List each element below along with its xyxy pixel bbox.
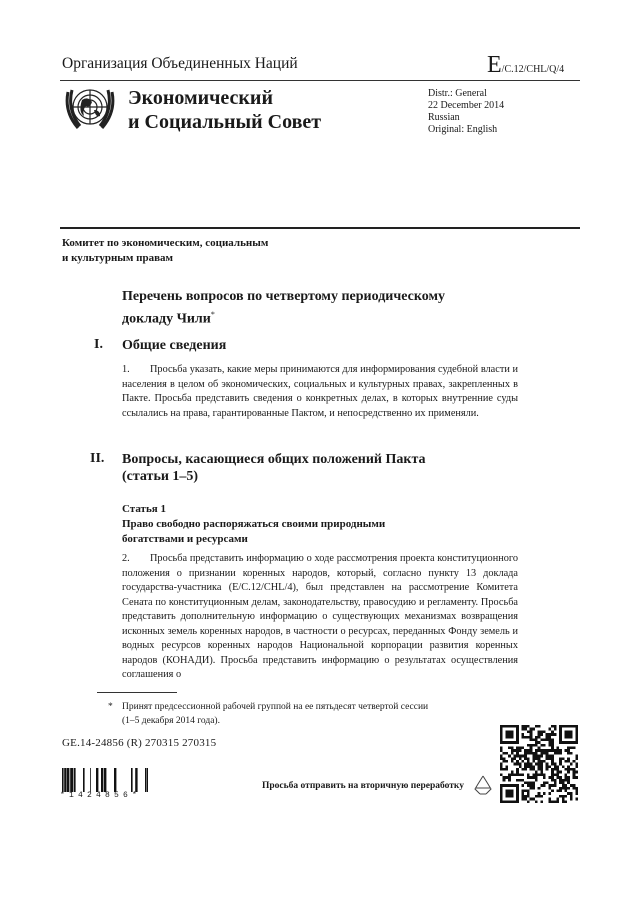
section-2-title bbox=[122, 451, 426, 485]
qr-code-icon bbox=[500, 725, 578, 803]
distribution-block bbox=[428, 88, 504, 136]
un-emblem-icon bbox=[62, 82, 118, 136]
barcode-number: *1424856* bbox=[60, 791, 142, 800]
symbol-rest: /C.12/CHL/Q/4 bbox=[501, 64, 565, 75]
footnote bbox=[108, 701, 428, 728]
committee-line1: Комитет по экономическим, социальным bbox=[62, 237, 269, 249]
footnote-rule bbox=[97, 692, 177, 693]
recycle-icon bbox=[472, 774, 494, 796]
barcode-icon bbox=[60, 768, 148, 792]
paragraph-2 bbox=[122, 552, 518, 683]
distr-original: Original: English bbox=[428, 124, 498, 135]
distr-language: Russian bbox=[428, 112, 460, 123]
section-1-title: Общие сведения bbox=[122, 338, 227, 353]
footnote-mark: * bbox=[108, 702, 113, 712]
committee-name bbox=[62, 236, 268, 266]
footnote-line2: (1–5 декабря 2014 года). bbox=[122, 715, 220, 726]
symbol-letter: E bbox=[487, 52, 502, 78]
title-footnote-mark[interactable]: * bbox=[210, 310, 215, 319]
distr-date: 22 December 2014 bbox=[428, 100, 505, 111]
organization-name: Организация Объединенных Наций bbox=[62, 55, 298, 72]
thick-rule bbox=[60, 227, 580, 229]
article-heading bbox=[122, 502, 385, 547]
recycle-text: Просьба отправить на вторичную переработку bbox=[262, 781, 464, 791]
title-line1: Перечень вопросов по четвертому периодическому bbox=[122, 289, 445, 304]
title-line2: докладу Чили bbox=[122, 311, 211, 327]
council-name bbox=[128, 86, 321, 134]
document-title bbox=[122, 288, 445, 329]
paragraph-number: 1. bbox=[122, 364, 130, 375]
council-line2: и Социальный Совет bbox=[128, 111, 322, 133]
council-line1: Экономический bbox=[128, 87, 273, 109]
paragraph-number: 2. bbox=[122, 553, 130, 564]
document-symbol bbox=[487, 52, 564, 79]
committee-line2: и культурным правам bbox=[62, 252, 173, 264]
paragraph-1 bbox=[122, 363, 518, 421]
paragraph-text: Просьба указать, какие меры принимаются для информирования судебной власти и населения в целом об экономических, социальных и культурных правах, закрепленных в Пакте. Просьба представить сведения о конкретных делах, в которых внутренние суды ссылались на права, гарантированные Пактом, и непосредственно их применяли. bbox=[122, 364, 518, 419]
distr-label: Distr.: General bbox=[428, 88, 487, 99]
section-2-title-line1: Вопросы, касающиеся общих положений Пакта bbox=[122, 452, 426, 467]
article-label: Статья 1 bbox=[122, 503, 166, 515]
section-2-title-line2: (статьи 1–5) bbox=[122, 469, 199, 484]
section-2-number: II. bbox=[90, 451, 105, 466]
header-rule bbox=[60, 80, 580, 81]
article-title-line2: богатствами и ресурсами bbox=[122, 533, 248, 545]
job-number: GE.14-24856 (R) 270315 270315 bbox=[62, 737, 217, 749]
article-title-line1: Право свободно распоряжаться своими природными bbox=[122, 518, 386, 530]
footnote-line1: Принят предсессионной рабочей группой на ее пятьдесят четвертой сессии bbox=[122, 702, 429, 712]
paragraph-text: Просьба представить информацию о ходе рассмотрения проекта конституционного положения о признании коренных народов, который, согласно пункту 13 доклада государства-участника (E/C.12/CHL/4), был представлен на рассмотрение Комитета Сената по конституционным делам, законодательству, правосудию и регламенту. Просьба представить дополнительную информацию о существующих механизмах возвращения исконных земель коренных народов, в частности о ресурсах, переданных Фонду земель и водных ресурсов коренных народов Национальной корпорации развития коренных народов (КОНАДИ). Просьба представить информацию о результатах осуществления соглашения о bbox=[122, 553, 518, 680]
section-1-number: I. bbox=[94, 337, 103, 352]
